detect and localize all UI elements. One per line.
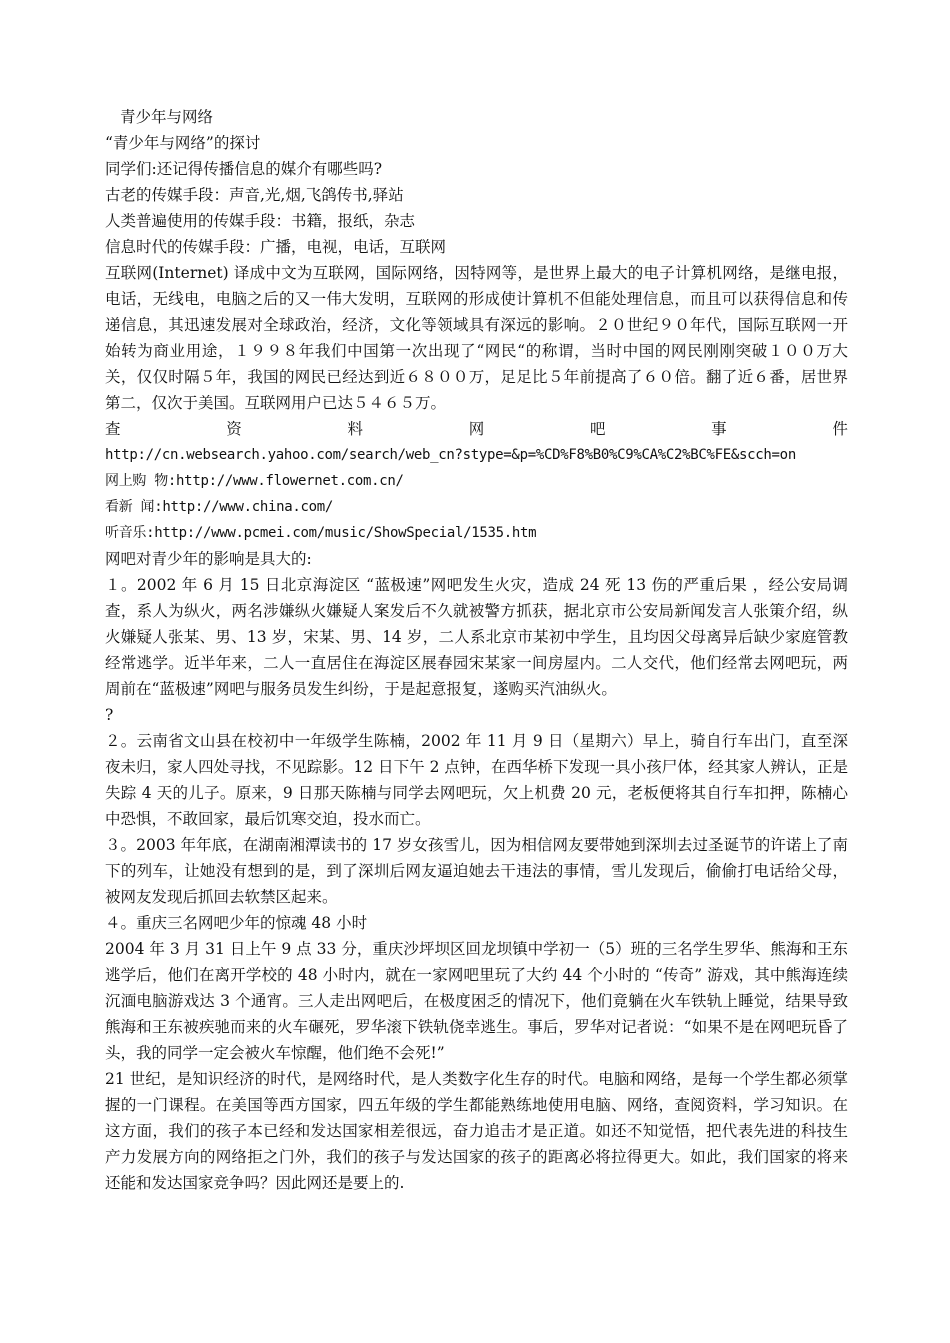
question-mark: ? bbox=[105, 706, 114, 724]
case-4-title: ４。重庆三名网吧少年的惊魂 48 小时 bbox=[105, 914, 368, 932]
case-2-paragraph: ２。云南省文山县在校初中一年级学生陈楠，2002 年 11 月 9 日（星期六）早上，骑自行车出门，直至深夜未归，家人四处寻找，不见踪影。12 日下午 2 点钟，在西华桥下发现一具小孩尸体，经其家人辨认，正是失踪 4 天的儿子。原来，9 日那天陈楠与同学去网吧玩，欠上机费 20 元，老板便将其自行车扣押，陈楠心中恐惧，不敢回家，最后饥寒交迫，投水而亡。 bbox=[105, 732, 848, 828]
doc-subtitle: “青少年与网络”的探讨 bbox=[105, 134, 261, 152]
search-url: http://cn.websearch.yahoo.com/search/web_cn?stype=&p=%CD%F8%B0%C9%CA%C2%BC%FE&scch=on bbox=[105, 447, 796, 463]
search-char: 料 bbox=[347, 420, 363, 438]
search-char: 事 bbox=[711, 420, 727, 438]
search-char: 网 bbox=[468, 420, 485, 438]
case-3-paragraph: ３。2003 年年底，在湖南湘潭读书的 17 岁女孩雪儿，因为相信网友要带她到深圳去过圣诞节的许诺上了南下的列车，让她没有想到的是，到了深圳后网友逼迫她去干违法的事情，雪儿发现后，偷偷打电话给父母，被网友发现后抓回去软禁区起来。 bbox=[105, 836, 848, 906]
search-char: 查 bbox=[105, 420, 121, 438]
case-1-paragraph: １。2002 年 6 月 15 日北京海淀区 “蓝极速”网吧发生火灾，造成 24 死 13 伤的严重后果 ，经公安局调查，系人为纵火，两名涉嫌纵火嫌疑人案发后不久就被警方抓获，据北京市公安局新闻发言人张策介绍，纵火嫌疑人张某、男、13 岁，宋某、男、14 岁，二人系北京市某初中学生，且均因父母离异后缺少家庭管教经常逃学。近半年来，二人一直居住在海淀区展春园宋某家一间房屋内。二人交代，他们经常去网吧玩，两周前在“蓝极速”网吧与服务员发生纠纷，于是起意报复，遂购买汽油纵火。 bbox=[105, 576, 848, 698]
search-char: 吧 bbox=[589, 420, 606, 438]
search-char: 件 bbox=[832, 420, 848, 438]
doc-title: 青少年与网络 bbox=[120, 108, 214, 126]
ancient-media-line: 古老的传媒手段：声音,光,烟,飞鸽传书,驿站 bbox=[105, 186, 404, 204]
search-heading bbox=[105, 416, 848, 442]
music-link-line: 听音乐:http://www.pcmei.com/music/ShowSpecial/1535.htm bbox=[105, 525, 537, 541]
search-char: 资 bbox=[226, 420, 242, 438]
shopping-link-line: 网上购 物:http://www.flowernet.com.cn/ bbox=[105, 473, 404, 489]
news-link-line: 看新 闻:http://www.china.com/ bbox=[105, 499, 334, 515]
internet-paragraph: 互联网(Internet) 译成中文为互联网，国际网络，因特网等，是世界上最大的电子计算机网络，是继电报，电话，无线电，电脑之后的又一伟大发明，互联网的形成使计算机不但能处理信息，而且可以获得信息和传递信息，其迅速发展对全球政治，经济，文化等领域具有深远的影响。２０世纪９０年代，国际互联网一开始转为商业用途，１９９８年我们中国第一次出现了“网民“的称谓，当时中国的网民刚刚突破１００万大关，仅仅时隔５年，我国的网民已经达到近６８００万，足足比５年前提高了６０倍。翻了近６番，居世界第二，仅次于美国。互联网用户已达５４６５万。 bbox=[105, 264, 848, 412]
conclusion-paragraph: 21 世纪，是知识经济的时代，是网络时代，是人类数字化生存的时代。电脑和网络，是每一个学生都必须掌握的一门课程。在美国等西方国家，四五年级的学生都能熟练地使用电脑、网络，查阅资料，学习知识。在这方面，我们的孩子本已经和发达国家相差很远，奋力追击才是正道。如还不知觉悟，把代表先进的科技生产力发展方向的网络拒之门外，我们的孩子与发达国家的孩子的距离必将拉得更大。如此，我们国家的将来还能和发达国家竞争吗？因此网还是要上的. bbox=[105, 1070, 848, 1192]
info-age-media-line: 信息时代的传媒手段：广播，电视，电话，互联网 bbox=[105, 238, 447, 256]
case-4-paragraph: 2004 年 3 月 31 日上午 9 点 33 分，重庆沙坪坝区回龙坝镇中学初一（5）班的三名学生罗华、熊海和王东逃学后，他们在离开学校的 48 小时内，就在一家网吧里玩了大约 44 个小时的 “传奇” 游戏，其中熊海连续沉湎电脑游戏达 3 个通宵。三人走出网吧后，在极度困乏的情况下，他们竟躺在火车铁轨上睡觉，结果导致熊海和王东被疾驰而来的火车碾死，罗华滚下铁轨侥幸逃生。事后，罗华对记者说：“如果不是在网吧玩昏了头，我的同学一定会被火车惊醒，他们绝不会死!” bbox=[105, 940, 848, 1062]
question-line: 同学们:还记得传播信息的媒介有哪些吗? bbox=[105, 160, 383, 178]
impact-heading: 网吧对青少年的影响是具大的: bbox=[105, 550, 312, 568]
common-media-line: 人类普遍使用的传媒手段：书籍，报纸，杂志 bbox=[105, 212, 416, 230]
document-page bbox=[105, 104, 848, 1196]
